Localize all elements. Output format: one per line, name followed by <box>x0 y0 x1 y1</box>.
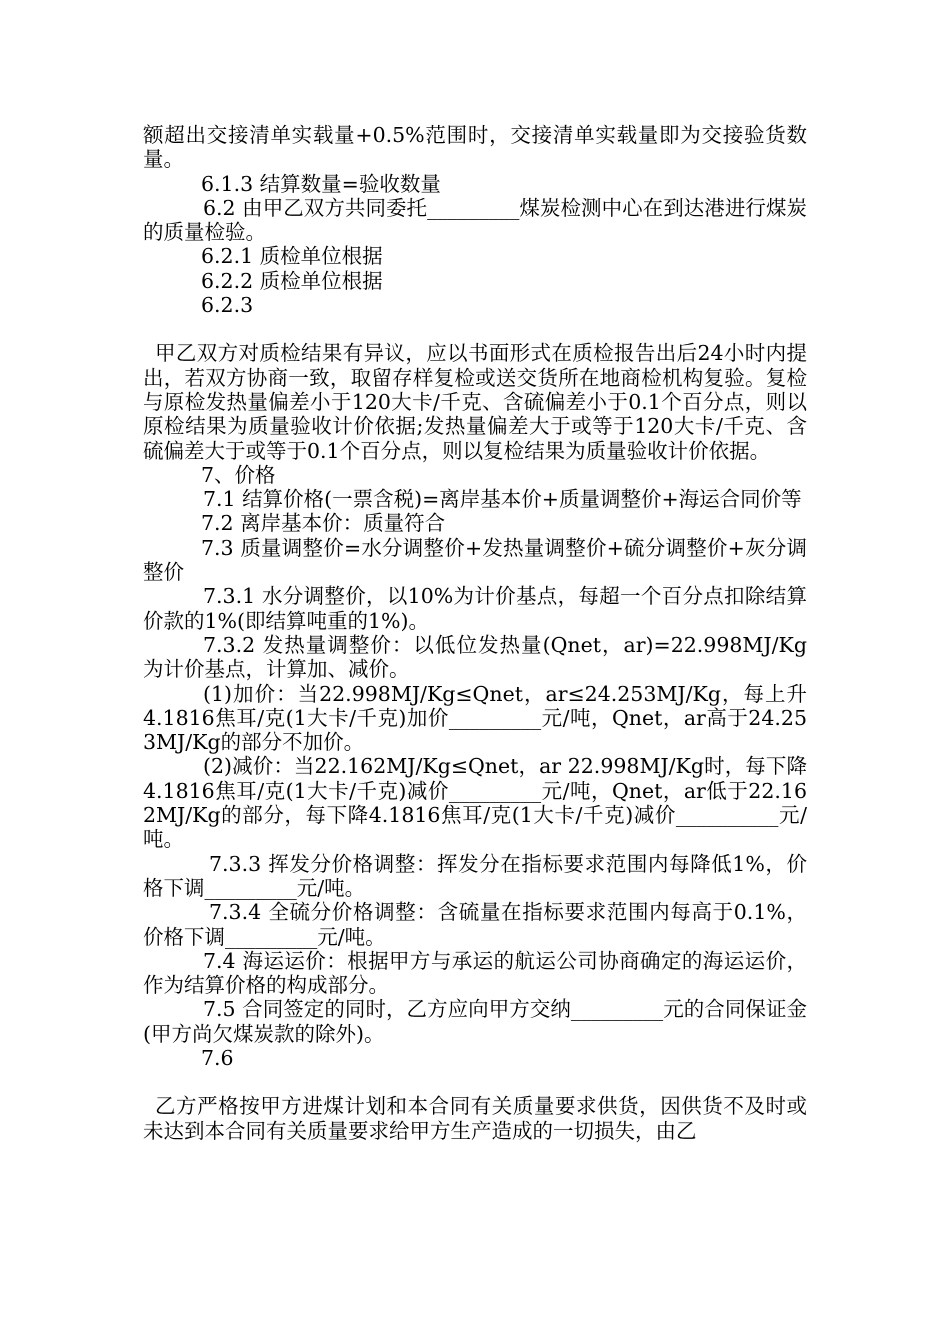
clause-reduce-price: (2)减价：当22.162MJ/Kg≤Qnet，ar 22.998MJ/Kg时，每下降4.1816焦耳/克(1大卡/千克)减价_________元/吨，Qnet，ar低于22.162MJ/Kg的部分，每下降4.1816焦耳/克(1大卡/千克)减价__________元/吨。 <box>143 754 807 852</box>
paragraph-supply-obligation: 乙方严格按甲方进煤计划和本合同有关质量要求供货，因供货不及时或未达到本合同有关质量要求给甲方生产造成的一切损失，由乙 <box>143 1094 807 1143</box>
document-body <box>143 123 807 1143</box>
clause-7-5: 7.5 合同签定的同时，乙方应向甲方交纳_________元的合同保证金(甲方尚欠煤炭款的除外)。 <box>143 997 807 1046</box>
clause-7-6: 7.6 <box>201 1045 234 1070</box>
clause-7-1: 7.1 结算价格(一票含税)=离岸基本价+质量调整价+海运合同价等 <box>203 487 802 512</box>
clause-6-2-2: 6.2.2 质检单位根据 <box>201 268 383 293</box>
paragraph-continuation: 额超出交接清单实载量+0.5%范围时，交接清单实载量即为交接验货数量。 <box>143 123 807 172</box>
clause-6-2-1: 6.2.1 质检单位根据 <box>201 244 383 269</box>
clause-6-2: 6.2 由甲乙双方共同委托_________煤炭检测中心在到达港进行煤炭的质量检验。 <box>143 195 807 245</box>
clause-7-3-4: 7.3.4 全硫分价格调整：含硫量在指标要求范围内每高于0.1%，价格下调_________元/吨。 <box>143 900 807 949</box>
blank-line <box>143 1070 807 1094</box>
paragraph-dispute: 甲乙双方对质检结果有异议，应以书面形式在质检报告出后24小时内提出，若双方协商一致，取留存样复检或送交货所在地商检机构复验。复检与原检发热量偏差小于120大卡/千克、含硫偏差小于0.1个百分点，则以原检结果为质量验收计价依据;发热量偏差大于或等于120大卡/千克、含硫偏差大于或等于0.1个百分点，则以复检结果为质量验收计价依据。 <box>143 341 807 463</box>
clause-7-3-1: 7.3.1 水分调整价，以10%为计价基点，每超一个百分点扣除结算价款的1%(即结算吨重的1%)。 <box>143 584 807 633</box>
blank-line <box>143 317 807 341</box>
clause-7-3-2: 7.3.2 发热量调整价：以低位发热量(Qnet，ar)=22.998MJ/Kg为计价基点，计算加、减价。 <box>143 632 807 682</box>
clause-7-4: 7.4 海运运价：根据甲方与承运的航运公司协商确定的海运运价，作为结算价格的构成部分。 <box>143 948 807 998</box>
clause-7-3-3: 7.3.3 挥发分价格调整：挥发分在指标要求范围内每降低1%，价格下调_________元/吨。 <box>143 851 807 900</box>
clause-add-price: (1)加价：当22.998MJ/Kg≤Qnet，ar≤24.253MJ/Kg，每上升4.1816焦耳/克(1大卡/千克)加价_________元/吨，Qnet，ar高于24.253MJ/Kg的部分不加价。 <box>143 681 807 755</box>
section-7-heading: 7、价格 <box>201 462 276 487</box>
clause-6-2-3: 6.2.3 <box>201 293 254 318</box>
clause-6-1-3: 6.1.3 结算数量=验收数量 <box>201 171 441 196</box>
clause-7-3: 7.3 质量调整价=水分调整价+发热量调整价+硫分调整价+灰分调整价 <box>143 535 807 585</box>
clause-7-2: 7.2 离岸基本价：质量符合 <box>201 511 446 536</box>
